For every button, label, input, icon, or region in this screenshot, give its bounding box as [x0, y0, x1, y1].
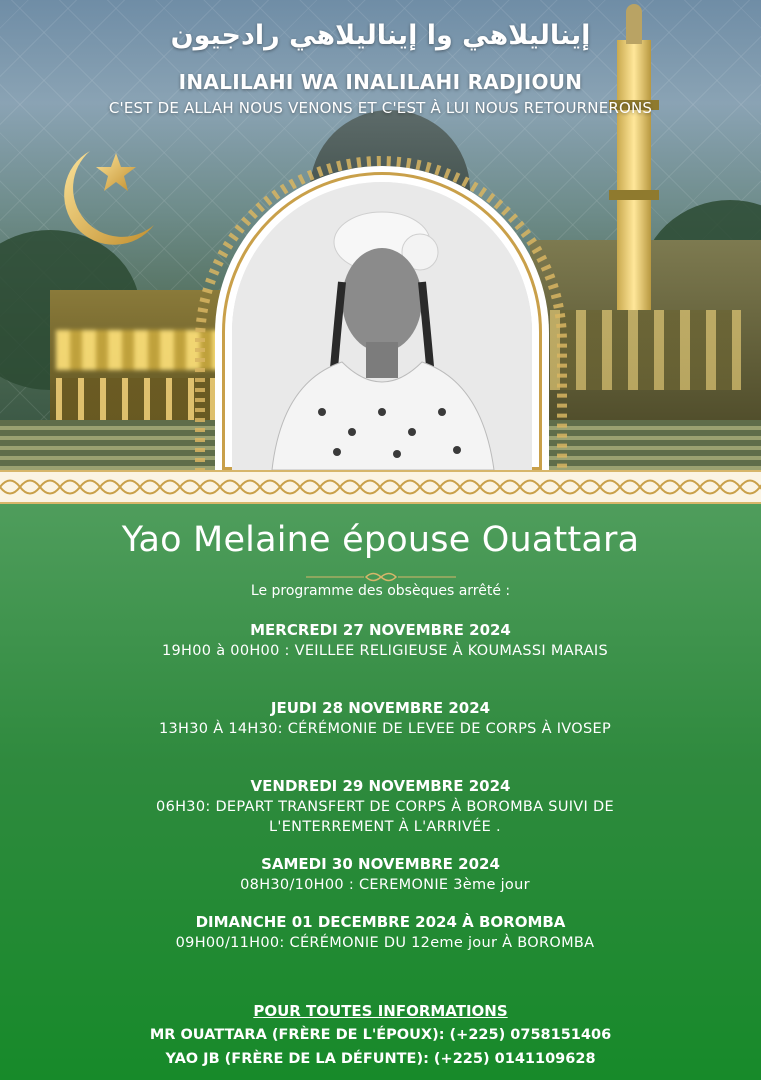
- event-detail: 08H30/10H00 : CEREMONIE 3ème jour: [240, 877, 530, 893]
- portrait-photo: [232, 182, 532, 470]
- contact-line: MR OUATTARA (FRÈRE DE L'ÉPOUX): (+225) 0758151406: [149, 1027, 612, 1043]
- contact-line: YAO JB (FRÈRE DE LA DÉFUNTE): (+225) 0141109628: [165, 1051, 596, 1067]
- ornamental-band: [0, 470, 761, 504]
- band-pattern: [0, 472, 761, 502]
- event-day: VENDREDI 29 NOVEMBRE 2024: [250, 777, 511, 795]
- portrait-silhouette: [232, 182, 532, 470]
- event-day: DIMANCHE 01 DECEMBRE 2024 À BOROMBA: [195, 913, 566, 931]
- event-day: SAMEDI 30 NOVEMBRE 2024: [261, 855, 500, 873]
- event-detail: 13H30 À 14H30: CÉRÉMONIE DE LEVEE DE CORPS À IVOSEP: [158, 721, 611, 737]
- arabic-title: إيناليلاهي وا إيناليلاهي رادجيون: [170, 20, 591, 51]
- event-detail: 09H00/11H00: CÉRÉMONIE DU 12eme jour À BOROMBA: [175, 935, 595, 951]
- program-intro: Le programme des obsèques arrêté :: [250, 583, 511, 599]
- contacts-heading: POUR TOUTES INFORMATIONS: [253, 1002, 508, 1020]
- event-day: MERCREDI 27 NOVEMBRE 2024: [250, 621, 511, 639]
- deceased-name: Yao Melaine épouse Ouattara: [121, 520, 640, 560]
- event-detail: 06H30: DEPART TRANSFERT DE CORPS À BOROMBA SUIVI DE L'ENTERREMENT À L'ARRIVÉE .: [156, 799, 614, 835]
- ornament-divider: [306, 570, 456, 584]
- subtitle: C'EST DE ALLAH NOUS VENONS ET C'EST À LUI NOUS RETOURNERONS: [108, 99, 653, 117]
- crescent-star-icon: [50, 145, 160, 255]
- event-day: JEUDI 28 NOVEMBRE 2024: [270, 699, 491, 717]
- minaret-balcony: [609, 190, 659, 200]
- program-section: [0, 504, 761, 1080]
- building-windows: [550, 310, 741, 390]
- main-title: INALILAHI WA INALILAHI RADJIOUN: [178, 70, 583, 94]
- event-detail: 19H00 à 00H00 : VEILLEE RELIGIEUSE À KOUMASSI MARAIS: [161, 643, 609, 659]
